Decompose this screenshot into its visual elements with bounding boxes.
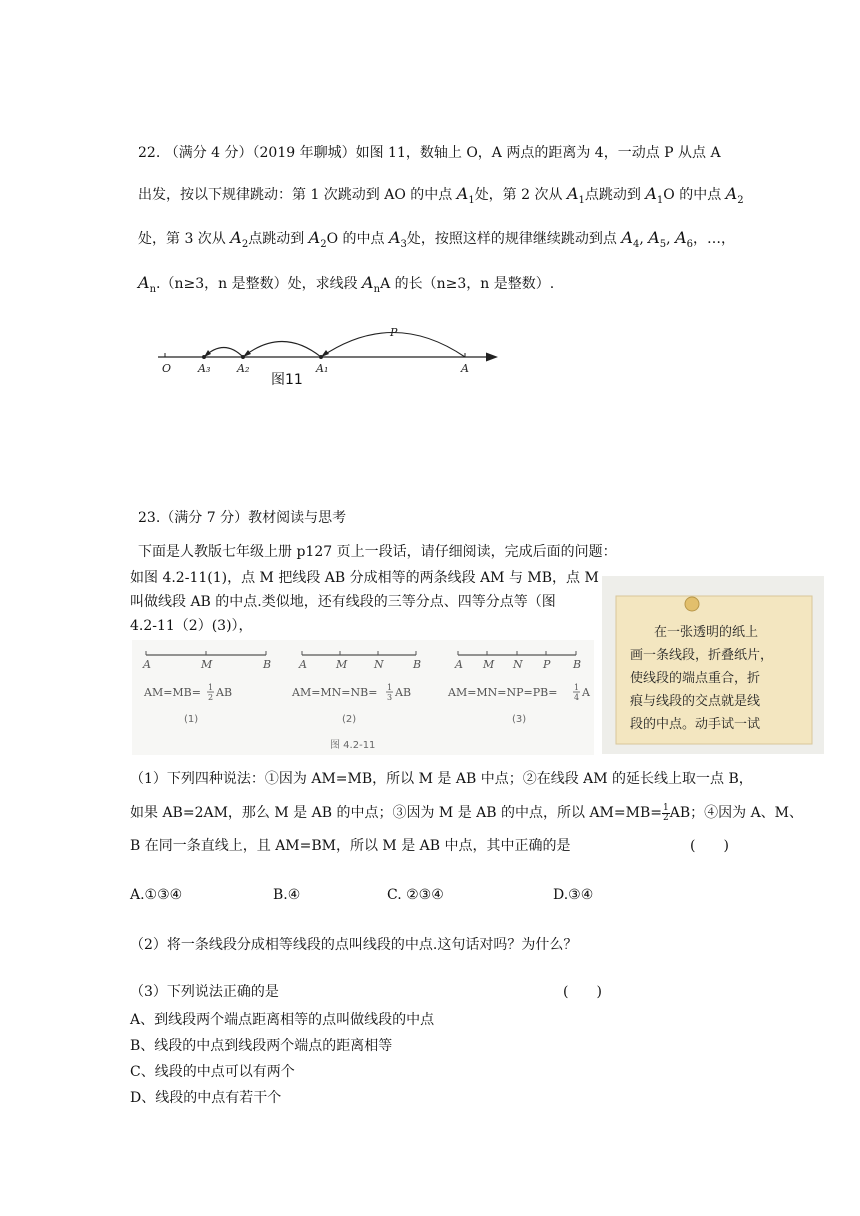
q23-title: 23.（满分 7 分）教材阅读与思考 (138, 510, 347, 526)
svg-text:A: A (299, 658, 307, 671)
label-a3: A₃ (198, 362, 211, 375)
sym-a2: $A_2$ (230, 228, 249, 250)
svg-text:2: 2 (208, 693, 214, 702)
jump-arc-2 (243, 342, 321, 358)
sym-an: $A_n$ (138, 273, 157, 295)
q22-line-2c: 点跳动到 (584, 187, 641, 203)
jump-arc-3 (204, 348, 243, 358)
label-a: A (461, 362, 469, 375)
q23-s1-line-1: （1）下列四种说法：①因为 AM=MB，所以 M 是 AB 中点；②在线段 AM 的延长线上取一点 B， (130, 771, 753, 787)
s3-option-c: C、线段的中点可以有两个 (130, 1064, 295, 1080)
pushpin-icon (685, 597, 699, 611)
point-a2 (241, 355, 245, 359)
q22-line-1: 22. （满分 4 分）（2019 年聊城）如图 11，数轴上 O，A 两点的距离为 4，一动点 P 从点 A (138, 145, 721, 161)
svg-text:A: A (582, 686, 590, 699)
svg-text:N: N (513, 658, 523, 671)
svg-text:N: N (374, 658, 384, 671)
label-a1: A₁ (316, 362, 329, 375)
svg-text:AM=MB=: AM=MB= (144, 686, 201, 699)
sym-a3: $A_3$ (388, 228, 407, 250)
s3-option-d: D、线段的中点有若干个 (130, 1090, 282, 1106)
svg-text:B: B (573, 658, 582, 671)
s3-answer-paren: ( ) (563, 984, 602, 1000)
point-a3 (202, 355, 206, 359)
option-c: C. ②③④ (387, 887, 444, 903)
svg-text:3: 3 (387, 693, 393, 702)
svg-text:B: B (263, 658, 272, 671)
svg-text:M: M (201, 658, 213, 671)
q23-s1-line-3: B 在同一条直线上，且 AM=BM，所以 M 是 AB 中点，其中正确的是 (130, 838, 571, 854)
sym-a1: $A_1$ (645, 184, 664, 206)
q23-s1-line-2 (130, 803, 803, 823)
sym-an: $A_n$ (362, 273, 381, 295)
svg-text:AM=MN=NP=PB=: AM=MN=NP=PB= (448, 686, 558, 699)
sym-a1: $A_1$ (456, 184, 475, 206)
svg-text:(3): (3) (512, 714, 527, 725)
svg-text:A: A (143, 658, 151, 671)
svg-text:AB: AB (395, 686, 412, 699)
q22-line-2b: 处，第 2 次从 (474, 187, 563, 203)
figure-11-number-line (150, 316, 510, 392)
option-d: D.③④ (553, 887, 594, 903)
sym-a2: $A_2$ (725, 184, 744, 206)
sym-a5: $A_5$ (648, 228, 667, 250)
svg-text:M: M (483, 658, 495, 671)
label-a2: A₂ (237, 362, 250, 375)
svg-text:M: M (336, 658, 348, 671)
svg-text:AM=MN=NB=: AM=MN=NB= (292, 686, 378, 699)
q23-intro: 下面是人教版七年级上册 p127 页上一段话，请仔细阅读，完成后面的问题： (138, 544, 617, 560)
svg-text:1: 1 (574, 683, 580, 692)
svg-text:B: B (413, 658, 422, 671)
label-o: O (162, 362, 172, 375)
textbook-figure-caption: 图 4.2-11 (330, 740, 376, 751)
q23-s1-line-2-tail: AB；④因为 A、M、 (669, 805, 804, 821)
q22-line-3c: O 的中点 (326, 231, 385, 247)
note-line-3: 使线段的端点重合，折 (630, 671, 761, 686)
q22-line-2a: 出发，按以下规律跳动：第 1 次跳动到 AO 的中点 (138, 187, 453, 203)
note-line-5: 段的中点。动手试一试 (630, 717, 761, 732)
svg-text:1: 1 (387, 683, 393, 692)
q23-para-3: 4.2-11（2）(3)）， (130, 618, 253, 634)
q22-line-4a: .（n≥3，n 是整数）处，求线段 (156, 276, 358, 292)
q22-line-3b: 点跳动到 (248, 231, 305, 247)
q23-s2: （2）将一条线段分成相等线段的点叫线段的中点.这句话对吗？为什么？ (130, 937, 578, 953)
point-a1 (319, 355, 323, 359)
q22-line-3e: ，…， (693, 231, 735, 247)
sym-a4: $A_4$ (621, 228, 640, 250)
svg-text:(1): (1) (184, 714, 199, 725)
textbook-figure-4-2-11 (132, 640, 594, 755)
svg-text:AB: AB (216, 686, 233, 699)
svg-text:P: P (543, 658, 551, 671)
note-line-1: 在一张透明的纸上 (654, 625, 759, 640)
s3-option-b: B、线段的中点到线段两个端点的距离相等 (130, 1038, 393, 1054)
svg-text:1: 1 (208, 683, 214, 692)
svg-text:(2): (2) (342, 714, 357, 725)
q22-line-4b: A 的长（n≥3，n 是整数）. (380, 276, 555, 292)
option-a: A.①③④ (130, 887, 183, 903)
q22-line-3: 处，第 3 次从 $A_2$点跳动到 $A_2O$ 的中点 $A_3$处，按照这样的规律继续跳动到点 $A_4$, $A_5$, $A_6$，…， (138, 228, 735, 250)
label-p: P (390, 326, 398, 339)
axis-arrow (486, 353, 498, 362)
note-line-4: 痕与线段的交点就是线 (630, 694, 761, 709)
option-b: B.④ (273, 887, 301, 903)
note-line-2: 画一条线段，折叠纸片， (630, 648, 774, 663)
fraction-one-half: $\frac{1}{2}$ (662, 802, 669, 823)
q23-para-1: 如图 4.2-11(1)，点 M 把线段 AB 分成相等的两条线段 AM 与 MB，点 M (130, 570, 599, 586)
q22-line-2 (138, 184, 744, 211)
q23-s1-line-2-text: 如果 AB=2AM，那么 M 是 AB 的中点；③因为 M 是 AB 的中点，所以 AM=MB= (130, 805, 662, 821)
s3-option-a: A、到线段两个端点距离相等的点叫做线段的中点 (130, 1012, 435, 1028)
svg-text:4: 4 (574, 693, 580, 702)
q23-para-2: 叫做线段 AB 的中点.类似地，还有线段的三等分点、四等分点等（图 (130, 594, 556, 610)
q23-s3: （3）下列说法正确的是 (130, 984, 279, 1000)
sym-a1: $A_1$ (566, 184, 585, 206)
sticky-note (602, 576, 824, 754)
figure-11-caption: 图11 (271, 372, 303, 388)
svg-text:A: A (455, 658, 463, 671)
sym-a6: $A_6$ (675, 228, 693, 250)
q22-line-2d: O 的中点 (663, 187, 722, 203)
q22-line-3a: 处，第 3 次从 (138, 231, 226, 247)
s1-answer-paren: ( ) (690, 838, 729, 854)
q22-line-3d: 处，按照这样的规律继续跳动到点 (406, 231, 617, 247)
sym-a2: $A_2$ (308, 228, 327, 250)
q22-line-4 (138, 273, 554, 300)
